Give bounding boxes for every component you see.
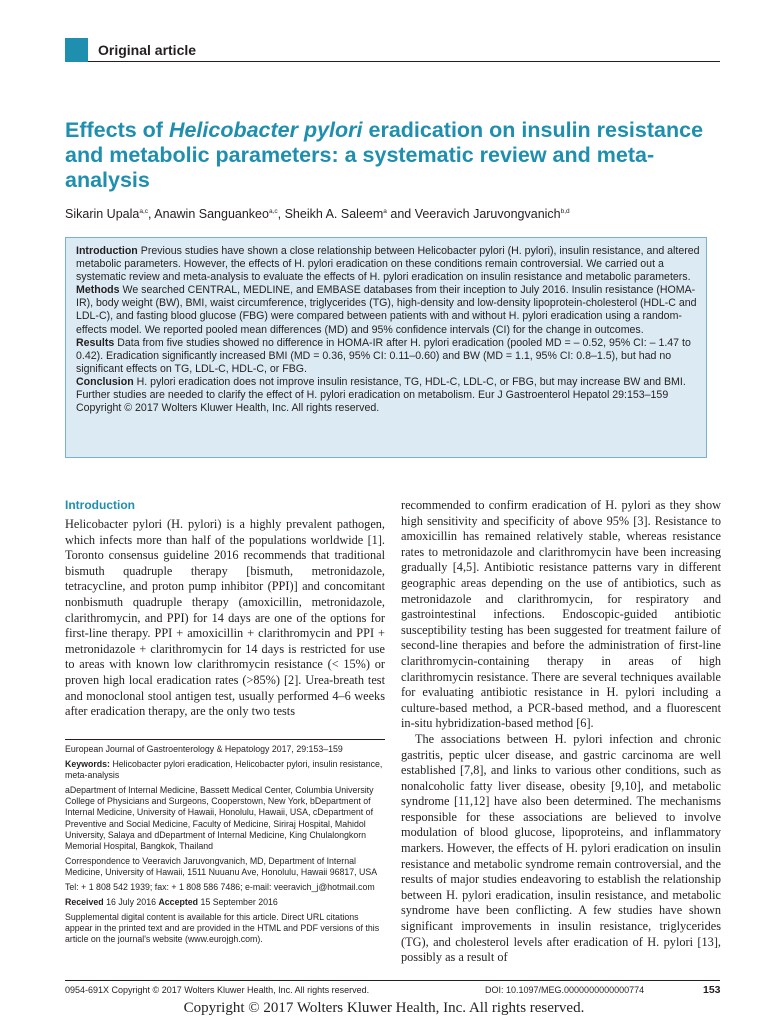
abstract-text: Data from five studies showed no difference in HOMA-IR after H. pylori eradication (pooled MD = – 0.52, 95% CI: – 1.47 to 0.42). Eradication significantly increased BMI (MD = 0.36, 95% CI: 0.11–0.60) and BW (MD = 1.1, 95% CI: 0.8–1.5), but had no significant effects on TG, LDL-C, HDL-C, or FBG. xyxy=(76,336,691,375)
title-before: Effects of xyxy=(65,118,169,142)
author-affil: a,c xyxy=(268,208,278,215)
abstract-results xyxy=(76,337,706,376)
body-column-left xyxy=(65,517,385,720)
section-heading-introduction: Introduction xyxy=(65,498,135,512)
title-after: eradication on insulin resistance and metabolic parameters: a systematic review and meta-analysis xyxy=(65,118,704,192)
footer-copyright: 0954-691X Copyright © 2017 Wolters Kluwer Health, Inc. All rights reserved. xyxy=(65,985,370,995)
page-number: 153 xyxy=(703,984,721,996)
footer-doi: DOI: 10.1097/MEG.0000000000000774 xyxy=(485,985,645,995)
body-paragraph: Helicobacter pylori (H. pylori) is a highly prevalent pathogen, which infects more than half of the populations worldwide [1]. Toronto consensus guideline 2016 recommends that traditional bismuth quadruple therapy [bismuth, metronidazole, tetracycline, and proton pump inhibitor (PPI)] and concomitant nonbismuth quadruple therapy (amoxicillin, metronidazole, clarithromycin, and PPI) for 14 days are one of the options for first-line therapy. PPI + amoxicillin + clarithromycin and PPI + metronidazole + clarithromycin for 14 days is restricted for use to areas with known low clarithromycin resistance (< 15%) or proven high local eradication rates (>85%) [2]. Urea-breath test and monoclonal stool antigen test, usually performed 4–6 weeks after eradication therapy, are the only two tests xyxy=(65,517,385,719)
author-affil: a xyxy=(383,208,387,215)
abstract-box xyxy=(65,237,707,458)
title-italic: Helicobacter pylori xyxy=(168,118,363,142)
abstract-label: Conclusion xyxy=(76,375,134,388)
supplemental-note: Supplemental digital content is available for this article. Direct URL citations appear in the printed text and are provided in the HTML and PDF versions of this article on the journal's website (www.eurojgh.com). xyxy=(65,912,380,945)
keywords-label: Keywords: xyxy=(65,759,110,770)
copyright-watermark: Copyright © 2017 Wolters Kluwer Health, Inc. All rights reserved. xyxy=(183,1000,585,1016)
keywords-text: Helicobacter pylori eradication, Helicobacter pylori, insulin resistance, meta-analysis xyxy=(65,759,383,781)
article-title xyxy=(65,118,725,193)
received-label: Received xyxy=(65,897,104,908)
header-rule xyxy=(88,61,720,62)
article-type-label: Original article xyxy=(98,42,197,58)
abstract-text: H. pylori eradication does not improve insulin resistance, TG, HDL-C, LDL-C, or FBG, but may increase BW and BMI. Further studies are needed to clarify the effect of H. pylori eradication on metabolism. Eur J Gastroenterol Hepatol 29:153–159 xyxy=(76,375,686,402)
author-name: Veeravich Jaruvongvanich xyxy=(414,207,561,221)
affiliations: aDepartment of Internal Medicine, Bassett Medical Center, Columbia University College of Physicians and Surgeons, Cooperstown, New York, bDepartment of Internal Medicine, University of Hawaii, Honolulu, Hawaii, USA, cDepartment of Preventive and Social Medicine, Faculty of Medicine, Siriraj Hospital, Mahidol University, Salaya and dDepartment of Internal Medicine, King Chulalongkorn Memorial Hospital, Bangkok, Thailand xyxy=(65,785,374,851)
contact-info: Tel: + 1 808 542 1939; fax: + 1 808 586 7486; e-mail: veeravich_j@hotmail.com xyxy=(65,882,375,893)
abstract-copyright: Copyright © 2017 Wolters Kluwer Health, Inc. All rights reserved. xyxy=(76,402,380,415)
author-name: Sheikh A. Saleem xyxy=(284,207,384,221)
received-date: 16 July 2016 xyxy=(106,897,156,908)
abstract-text: We searched CENTRAL, MEDLINE, and EMBASE databases from their inception to July 2016. Insulin resistance (HOMA-IR), body weight (BW), BMI, waist circumference, triglycerides (TG), high-density and low-density lipoprotein-cholesterol (HDL-C and LDL-C), and fasting blood glucose (FBG) were compared between patients with and without H. pylori eradication using a random-effects model. We reported pooled mean differences (MD) and 95% confidence intervals (CI) for the change in outcomes. xyxy=(76,284,697,336)
abstract-text: Previous studies have shown a close relationship between Helicobacter pylori (H. pylori), insulin resistance, and altered metabolic parameters. However, the effects of H. pylori eradication on these conditions remain controversial. We carried out a systematic review and meta-analysis to evaluate the effects of H. pylori eradication on insulin resistance and metabolic parameters. xyxy=(76,245,700,284)
author-name: Anawin Sanguankeo xyxy=(154,207,269,221)
abstract-label: Methods xyxy=(76,284,120,297)
body-paragraph: recommended to confirm eradication of H. pylori as they show high sensitivity and specificity of above 95% [3]. Resistance to amoxicillin has remained relatively stable, whereas resistance rates to metronidazole and clarithromycin have been increasing gradually [4,5]. Antibiotic resistance patterns vary in different geographic areas depending on the use of antibiotics, such as metronidazole and clarithromycin, for respiratory and gastrointestinal infections. Endoscopic-guided antibiotic susceptibility testing has been suggested for treatment failure of second-line therapies and before the administration of first-line clarithromycin-containing therapy in areas of high clarithromycin resistance. There are several techniques available for evaluating antibiotic resistance in H. pylori including a culture-based method, a PCR-based method, and a fluorescent in-situ hybridization-based method [6]. xyxy=(401,498,721,731)
accepted-label: Accepted xyxy=(158,897,199,908)
dates xyxy=(65,897,385,908)
author-affil: b,d xyxy=(560,208,570,215)
body-column-right xyxy=(401,498,721,966)
abstract-label: Results xyxy=(76,336,115,349)
author-affil: a,c xyxy=(139,208,149,215)
abstract-conclusion xyxy=(76,376,706,402)
footer-rule xyxy=(65,980,720,981)
body-paragraph: The associations between H. pylori infection and chronic gastritis, peptic ulcer disease, and gastric carcinoma are well established [7,8], and links to various other conditions, such as nonalcoholic fatty liver disease, obesity [9,10], and metabolic syndrome [11,12] have also been determined. The mechanisms responsible for these associations are believed to involve modulation of blood glucose, lipoproteins, and inflammatory markers. However, the effects of H. pylori eradication on insulin resistance and metabolic syndrome remain controversial, and the results of major studies endeavoring to establish the relationship between H. pylori eradication, insulin resistance, and metabolic syndrome have been conflicting. A few studies have shown significant improvements in insulin resistance, triglycerides (TG), and cholesterol levels after eradication of H. pylori [13], possibly as a result of xyxy=(401,731,721,965)
footnotes xyxy=(65,744,385,950)
section-marker xyxy=(65,38,88,62)
keywords xyxy=(65,759,385,781)
author-name: Sikarin Upala xyxy=(65,207,140,221)
abstract-label: Introduction xyxy=(76,245,138,257)
abstract-introduction xyxy=(76,245,706,284)
accepted-date: 15 September 2016 xyxy=(200,897,278,908)
author-list: Sikarin Upala$^{a,c}$, Anawin Sanguankeo$^{a,c}$, Sheikh A. Saleem$^a$ and Veeravich Jaruvongvanich$^{b,d}$ xyxy=(65,207,570,221)
footnote-rule xyxy=(65,739,385,740)
journal-citation: European Journal of Gastroenterology & Hepatology 2017, 29:153–159 xyxy=(65,744,343,754)
correspondence: Correspondence to Veeravich Jaruvongvanich, MD, Department of Internal Medicine, University of Hawaii, 1511 Nuuanu Ave, Honolulu, Hawaii 96817, USA xyxy=(65,855,378,877)
abstract-methods xyxy=(76,284,706,336)
